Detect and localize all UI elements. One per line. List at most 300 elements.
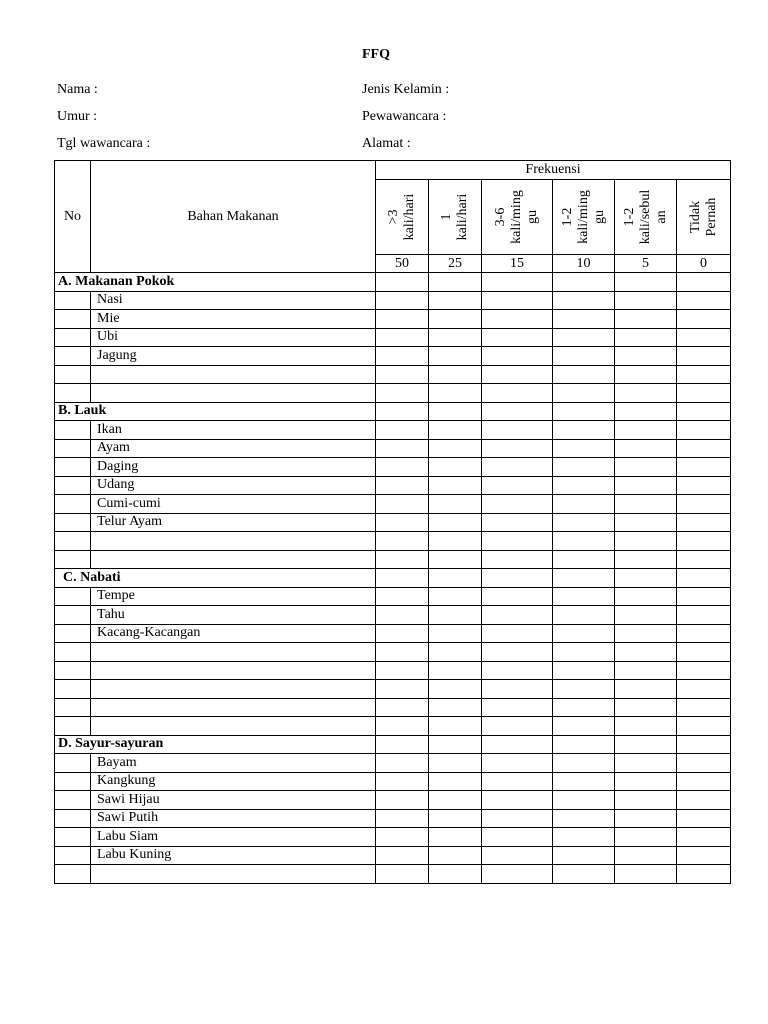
frequency-check-cell[interactable] (482, 402, 553, 421)
frequency-check-cell[interactable] (376, 421, 429, 440)
frequency-check-cell[interactable] (553, 402, 615, 421)
frequency-check-cell[interactable] (553, 791, 615, 810)
frequency-check-cell[interactable] (677, 606, 731, 625)
frequency-check-cell[interactable] (615, 661, 677, 680)
frequency-check-cell[interactable] (376, 458, 429, 477)
frequency-check-cell[interactable] (482, 717, 553, 736)
food-item-name[interactable] (91, 698, 376, 717)
frequency-check-cell[interactable] (553, 384, 615, 403)
frequency-check-cell[interactable] (376, 606, 429, 625)
frequency-check-cell[interactable] (677, 809, 731, 828)
frequency-check-cell[interactable] (615, 365, 677, 384)
row-number-cell[interactable] (55, 698, 91, 717)
section-row (55, 273, 731, 292)
frequency-check-cell[interactable] (429, 513, 482, 532)
frequency-check-cell[interactable] (553, 865, 615, 884)
frequency-check-cell[interactable] (376, 809, 429, 828)
row-number-cell[interactable] (55, 791, 91, 810)
frequency-check-cell[interactable] (376, 698, 429, 717)
frequency-check-cell[interactable] (553, 624, 615, 643)
frequency-check-cell[interactable] (677, 587, 731, 606)
food-item-name[interactable]: Ayam (91, 439, 376, 458)
food-item-name[interactable] (91, 717, 376, 736)
frequency-check-cell[interactable] (376, 643, 429, 662)
food-item-name[interactable]: Kangkung (91, 772, 376, 791)
food-item-row (55, 495, 731, 514)
frequency-check-cell[interactable] (482, 439, 553, 458)
food-item-row (55, 846, 731, 865)
frequency-check-cell[interactable] (615, 809, 677, 828)
frequency-check-cell[interactable] (429, 846, 482, 865)
row-number-cell[interactable] (55, 495, 91, 514)
section-heading: C. Nabati (55, 569, 376, 588)
frequency-check-cell[interactable] (677, 569, 731, 588)
frequency-label-line: kali/ming (575, 190, 591, 244)
frequency-check-cell[interactable] (376, 328, 429, 347)
frequency-check-cell[interactable] (615, 754, 677, 773)
row-number-cell[interactable] (55, 587, 91, 606)
frequency-check-cell[interactable] (376, 772, 429, 791)
frequency-check-cell[interactable] (482, 587, 553, 606)
food-item-name[interactable]: Jagung (91, 347, 376, 366)
frequency-check-cell[interactable] (677, 754, 731, 773)
food-item-row (55, 661, 731, 680)
row-number-cell[interactable] (55, 606, 91, 625)
frequency-check-cell[interactable] (553, 421, 615, 440)
frequency-check-cell[interactable] (553, 754, 615, 773)
food-item-row (55, 476, 731, 495)
row-number-cell[interactable] (55, 513, 91, 532)
frequency-check-cell[interactable] (553, 439, 615, 458)
frequency-check-cell[interactable] (615, 624, 677, 643)
frequency-check-cell[interactable] (615, 495, 677, 514)
frequency-check-cell[interactable] (615, 569, 677, 588)
row-number-cell[interactable] (55, 772, 91, 791)
frequency-check-cell[interactable] (677, 310, 731, 329)
row-number-cell[interactable] (55, 865, 91, 884)
frequency-check-cell[interactable] (677, 458, 731, 477)
frequency-check-cell[interactable] (482, 495, 553, 514)
frequency-check-cell[interactable] (482, 828, 553, 847)
frequency-check-cell[interactable] (482, 328, 553, 347)
frequency-check-cell[interactable] (553, 698, 615, 717)
frequency-check-cell[interactable] (553, 347, 615, 366)
food-item-row (55, 291, 731, 310)
frequency-check-cell[interactable] (376, 476, 429, 495)
frequency-check-cell[interactable] (482, 476, 553, 495)
frequency-check-cell[interactable] (429, 754, 482, 773)
frequency-score: 10 (553, 255, 615, 273)
frequency-label-line: Pernah (703, 197, 719, 237)
frequency-check-cell[interactable] (429, 421, 482, 440)
frequency-check-cell[interactable] (677, 273, 731, 292)
frequency-label-line: 1-2 (559, 207, 575, 227)
frequency-check-cell[interactable] (615, 606, 677, 625)
row-number-cell[interactable] (55, 846, 91, 865)
frequency-check-cell[interactable] (482, 310, 553, 329)
frequency-check-cell[interactable] (429, 439, 482, 458)
frequency-check-cell[interactable] (429, 772, 482, 791)
frequency-check-cell[interactable] (553, 291, 615, 310)
frequency-check-cell[interactable] (677, 439, 731, 458)
frequency-check-cell[interactable] (677, 550, 731, 569)
frequency-check-cell[interactable] (429, 532, 482, 551)
frequency-check-cell[interactable] (553, 735, 615, 754)
umur-label: Umur : (57, 109, 98, 124)
food-item-name[interactable] (91, 532, 376, 551)
frequency-check-cell[interactable] (482, 698, 553, 717)
frequency-check-cell[interactable] (482, 384, 553, 403)
frequency-check-cell[interactable] (553, 643, 615, 662)
frequency-check-cell[interactable] (429, 347, 482, 366)
frequency-check-cell[interactable] (677, 865, 731, 884)
no-column-header: No (55, 161, 91, 273)
frequency-check-cell[interactable] (615, 680, 677, 699)
food-item-name[interactable]: Tempe (91, 587, 376, 606)
frequency-check-cell[interactable] (677, 328, 731, 347)
frequency-check-cell[interactable] (376, 587, 429, 606)
frequency-check-cell[interactable] (553, 809, 615, 828)
frequency-check-cell[interactable] (376, 495, 429, 514)
frequency-check-cell[interactable] (615, 291, 677, 310)
frequency-check-cell[interactable] (376, 735, 429, 754)
frequency-check-cell[interactable] (482, 513, 553, 532)
frequency-check-cell[interactable] (376, 680, 429, 699)
frequency-check-cell[interactable] (553, 458, 615, 477)
frequency-check-cell[interactable] (615, 513, 677, 532)
frequency-label-line: gu (591, 210, 607, 225)
frequency-check-cell[interactable] (677, 661, 731, 680)
frequency-check-cell[interactable] (615, 384, 677, 403)
alamat-label: Alamat : (362, 136, 411, 151)
frequency-check-cell[interactable] (677, 735, 731, 754)
frequency-check-cell[interactable] (482, 772, 553, 791)
frequency-check-cell[interactable] (677, 532, 731, 551)
frequency-check-cell[interactable] (482, 347, 553, 366)
frequency-check-cell[interactable] (429, 828, 482, 847)
frequency-check-cell[interactable] (429, 328, 482, 347)
section-row (55, 569, 731, 588)
frequency-check-cell[interactable] (677, 476, 731, 495)
frequency-check-cell[interactable] (615, 550, 677, 569)
frequency-check-cell[interactable] (677, 513, 731, 532)
frequency-check-cell[interactable] (376, 532, 429, 551)
food-item-name[interactable]: Daging (91, 458, 376, 477)
frequency-check-cell[interactable] (615, 772, 677, 791)
frequency-check-cell[interactable] (429, 661, 482, 680)
row-number-cell[interactable] (55, 347, 91, 366)
frequency-check-cell[interactable] (429, 402, 482, 421)
frequency-check-cell[interactable] (429, 809, 482, 828)
frequency-check-cell[interactable] (429, 384, 482, 403)
frequency-check-cell[interactable] (482, 809, 553, 828)
frequency-check-cell[interactable] (553, 828, 615, 847)
food-item-name[interactable] (91, 384, 376, 403)
frequency-check-cell[interactable] (615, 735, 677, 754)
frequency-check-cell[interactable] (677, 772, 731, 791)
food-item-row (55, 698, 731, 717)
frequency-check-cell[interactable] (376, 291, 429, 310)
section-heading: A. Makanan Pokok (55, 273, 376, 292)
frequency-check-cell[interactable] (615, 587, 677, 606)
frequency-check-cell[interactable] (553, 476, 615, 495)
section-row (55, 735, 731, 754)
frequency-check-cell[interactable] (482, 550, 553, 569)
food-item-name[interactable]: Sawi Putih (91, 809, 376, 828)
row-number-cell[interactable] (55, 476, 91, 495)
row-number-cell[interactable] (55, 661, 91, 680)
frequency-check-cell[interactable] (376, 624, 429, 643)
frequency-check-cell[interactable] (553, 495, 615, 514)
frequency-check-cell[interactable] (677, 828, 731, 847)
frequency-check-cell[interactable] (482, 569, 553, 588)
frequency-check-cell[interactable] (376, 513, 429, 532)
frequency-check-cell[interactable] (429, 624, 482, 643)
frequency-check-cell[interactable] (376, 717, 429, 736)
frequency-check-cell[interactable] (615, 458, 677, 477)
frequency-check-cell[interactable] (376, 384, 429, 403)
row-number-cell[interactable] (55, 717, 91, 736)
frequency-check-cell[interactable] (677, 365, 731, 384)
food-item-name[interactable]: Udang (91, 476, 376, 495)
frequency-check-cell[interactable] (429, 458, 482, 477)
frequency-check-cell[interactable] (615, 347, 677, 366)
frequency-check-cell[interactable] (429, 569, 482, 588)
frequency-check-cell[interactable] (677, 791, 731, 810)
food-item-name[interactable]: Mie (91, 310, 376, 329)
frequency-check-cell[interactable] (553, 513, 615, 532)
frequency-check-cell[interactable] (482, 532, 553, 551)
frequency-check-cell[interactable] (615, 273, 677, 292)
frequency-check-cell[interactable] (429, 717, 482, 736)
frequency-check-cell[interactable] (677, 495, 731, 514)
frequency-check-cell[interactable] (482, 754, 553, 773)
frequency-check-cell[interactable] (553, 606, 615, 625)
row-number-cell[interactable] (55, 328, 91, 347)
frequency-check-cell[interactable] (553, 717, 615, 736)
food-item-row (55, 606, 731, 625)
food-item-name[interactable]: Bayam (91, 754, 376, 773)
row-number-cell[interactable] (55, 550, 91, 569)
frequency-check-cell[interactable] (615, 310, 677, 329)
frequency-check-cell[interactable] (615, 402, 677, 421)
frequency-check-cell[interactable] (553, 273, 615, 292)
food-item-name[interactable] (91, 661, 376, 680)
frequency-check-cell[interactable] (482, 791, 553, 810)
frequency-check-cell[interactable] (482, 291, 553, 310)
frequency-check-cell[interactable] (376, 846, 429, 865)
row-number-cell[interactable] (55, 754, 91, 773)
frequency-check-cell[interactable] (482, 661, 553, 680)
frequency-check-cell[interactable] (376, 365, 429, 384)
food-item-name[interactable] (91, 865, 376, 884)
frequency-check-cell[interactable] (429, 791, 482, 810)
frequency-check-cell[interactable] (482, 865, 553, 884)
frequency-label-line: gu (525, 210, 540, 225)
frequency-check-cell[interactable] (376, 865, 429, 884)
frequency-check-cell[interactable] (429, 735, 482, 754)
section-heading: B. Lauk (55, 402, 376, 421)
frequency-check-cell[interactable] (482, 680, 553, 699)
frequency-check-cell[interactable] (553, 328, 615, 347)
frequency-check-cell[interactable] (553, 772, 615, 791)
frequency-check-cell[interactable] (482, 458, 553, 477)
food-item-name[interactable]: Telur Ayam (91, 513, 376, 532)
frequency-check-cell[interactable] (429, 273, 482, 292)
row-number-cell[interactable] (55, 643, 91, 662)
food-item-name[interactable]: Tahu (91, 606, 376, 625)
frequency-check-cell[interactable] (482, 643, 553, 662)
jenis-kelamin-label: Jenis Kelamin : (362, 82, 450, 97)
food-item-row (55, 865, 731, 884)
food-item-row (55, 624, 731, 643)
row-number-cell[interactable] (55, 828, 91, 847)
frequency-check-cell[interactable] (677, 680, 731, 699)
frequency-check-cell[interactable] (553, 661, 615, 680)
row-number-cell[interactable] (55, 680, 91, 699)
frequency-check-cell[interactable] (553, 846, 615, 865)
frequency-check-cell[interactable] (429, 476, 482, 495)
row-number-cell[interactable] (55, 458, 91, 477)
food-item-name[interactable] (91, 550, 376, 569)
frequency-option-label (560, 190, 608, 244)
food-item-name[interactable]: Sawi Hijau (91, 791, 376, 810)
frequency-check-cell[interactable] (615, 476, 677, 495)
frequency-check-cell[interactable] (376, 754, 429, 773)
frequency-check-cell[interactable] (376, 310, 429, 329)
frequency-check-cell[interactable] (429, 606, 482, 625)
page-title: FFQ (362, 47, 390, 62)
frequency-score: 0 (677, 255, 731, 273)
food-item-name[interactable] (91, 365, 376, 384)
row-number-cell[interactable] (55, 421, 91, 440)
frequency-check-cell[interactable] (615, 643, 677, 662)
frequency-check-cell[interactable] (376, 791, 429, 810)
frequency-check-cell[interactable] (677, 347, 731, 366)
frequency-check-cell[interactable] (615, 421, 677, 440)
frequency-check-cell[interactable] (376, 569, 429, 588)
frequency-check-cell[interactable] (429, 291, 482, 310)
food-item-name[interactable]: Ubi (91, 328, 376, 347)
frequency-check-cell[interactable] (482, 365, 553, 384)
food-item-row (55, 310, 731, 329)
frequency-score: 15 (482, 255, 553, 273)
frequency-check-cell[interactable] (429, 495, 482, 514)
frequency-check-cell[interactable] (677, 643, 731, 662)
row-number-cell[interactable] (55, 310, 91, 329)
frequency-check-cell[interactable] (677, 402, 731, 421)
frequency-check-cell[interactable] (677, 384, 731, 403)
frequency-check-cell[interactable] (429, 698, 482, 717)
frequency-check-cell[interactable] (429, 310, 482, 329)
frequency-label-line: kali/sebul (637, 189, 653, 245)
frequency-check-cell[interactable] (677, 717, 731, 736)
food-item-row (55, 458, 731, 477)
frequency-check-cell[interactable] (429, 643, 482, 662)
food-item-row (55, 587, 731, 606)
row-number-cell[interactable] (55, 365, 91, 384)
frequency-check-cell[interactable] (553, 587, 615, 606)
frequency-check-cell[interactable] (482, 846, 553, 865)
frequency-check-cell[interactable] (615, 846, 677, 865)
frequency-check-cell[interactable] (429, 365, 482, 384)
frequency-option-label (386, 194, 418, 241)
frequency-check-cell[interactable] (615, 865, 677, 884)
frequency-option-label (493, 190, 541, 244)
section-row (55, 402, 731, 421)
food-item-name[interactable] (91, 680, 376, 699)
food-item-row (55, 828, 731, 847)
row-number-cell[interactable] (55, 291, 91, 310)
frequency-check-cell[interactable] (553, 365, 615, 384)
frequency-label-line: Tidak (687, 200, 703, 234)
frequency-check-cell[interactable] (429, 587, 482, 606)
food-item-name[interactable]: Labu Siam (91, 828, 376, 847)
frequency-check-cell[interactable] (429, 865, 482, 884)
frequency-check-cell[interactable] (615, 328, 677, 347)
frequency-label-line: kali/ming (509, 190, 524, 244)
frequency-check-cell[interactable] (615, 791, 677, 810)
frequency-check-cell[interactable] (553, 532, 615, 551)
frequency-check-cell[interactable] (482, 606, 553, 625)
row-number-cell[interactable] (55, 624, 91, 643)
food-item-name[interactable]: Labu Kuning (91, 846, 376, 865)
frequency-check-cell[interactable] (553, 550, 615, 569)
frequency-check-cell[interactable] (677, 698, 731, 717)
frequency-check-cell[interactable] (429, 550, 482, 569)
frequency-option-header (615, 180, 677, 255)
row-number-cell[interactable] (55, 384, 91, 403)
row-number-cell[interactable] (55, 439, 91, 458)
frequency-check-cell[interactable] (553, 680, 615, 699)
food-item-row (55, 772, 731, 791)
frequency-check-cell[interactable] (376, 347, 429, 366)
frequency-check-cell[interactable] (482, 273, 553, 292)
frequency-check-cell[interactable] (482, 624, 553, 643)
food-item-name[interactable]: Nasi (91, 291, 376, 310)
frequency-check-cell[interactable] (677, 291, 731, 310)
frequency-check-cell[interactable] (615, 532, 677, 551)
frequency-check-cell[interactable] (553, 310, 615, 329)
frequency-check-cell[interactable] (677, 624, 731, 643)
food-item-name[interactable] (91, 643, 376, 662)
frequency-check-cell[interactable] (376, 273, 429, 292)
frequency-check-cell[interactable] (376, 402, 429, 421)
frequency-check-cell[interactable] (677, 421, 731, 440)
row-number-cell[interactable] (55, 809, 91, 828)
frequency-check-cell[interactable] (615, 717, 677, 736)
frequency-check-cell[interactable] (376, 550, 429, 569)
frequency-check-cell[interactable] (376, 661, 429, 680)
food-item-row (55, 365, 731, 384)
frequency-check-cell[interactable] (482, 421, 553, 440)
frequency-check-cell[interactable] (429, 680, 482, 699)
frequency-check-cell[interactable] (677, 846, 731, 865)
food-item-name[interactable]: Ikan (91, 421, 376, 440)
food-item-row (55, 347, 731, 366)
frequency-check-cell[interactable] (376, 828, 429, 847)
frequency-header: Frekuensi (376, 161, 731, 180)
food-item-name[interactable]: Kacang-Kacangan (91, 624, 376, 643)
row-number-cell[interactable] (55, 532, 91, 551)
frequency-check-cell[interactable] (615, 698, 677, 717)
frequency-check-cell[interactable] (553, 569, 615, 588)
food-item-name[interactable]: Cumi-cumi (91, 495, 376, 514)
frequency-check-cell[interactable] (615, 828, 677, 847)
frequency-check-cell[interactable] (482, 735, 553, 754)
frequency-check-cell[interactable] (376, 439, 429, 458)
frequency-check-cell[interactable] (615, 439, 677, 458)
